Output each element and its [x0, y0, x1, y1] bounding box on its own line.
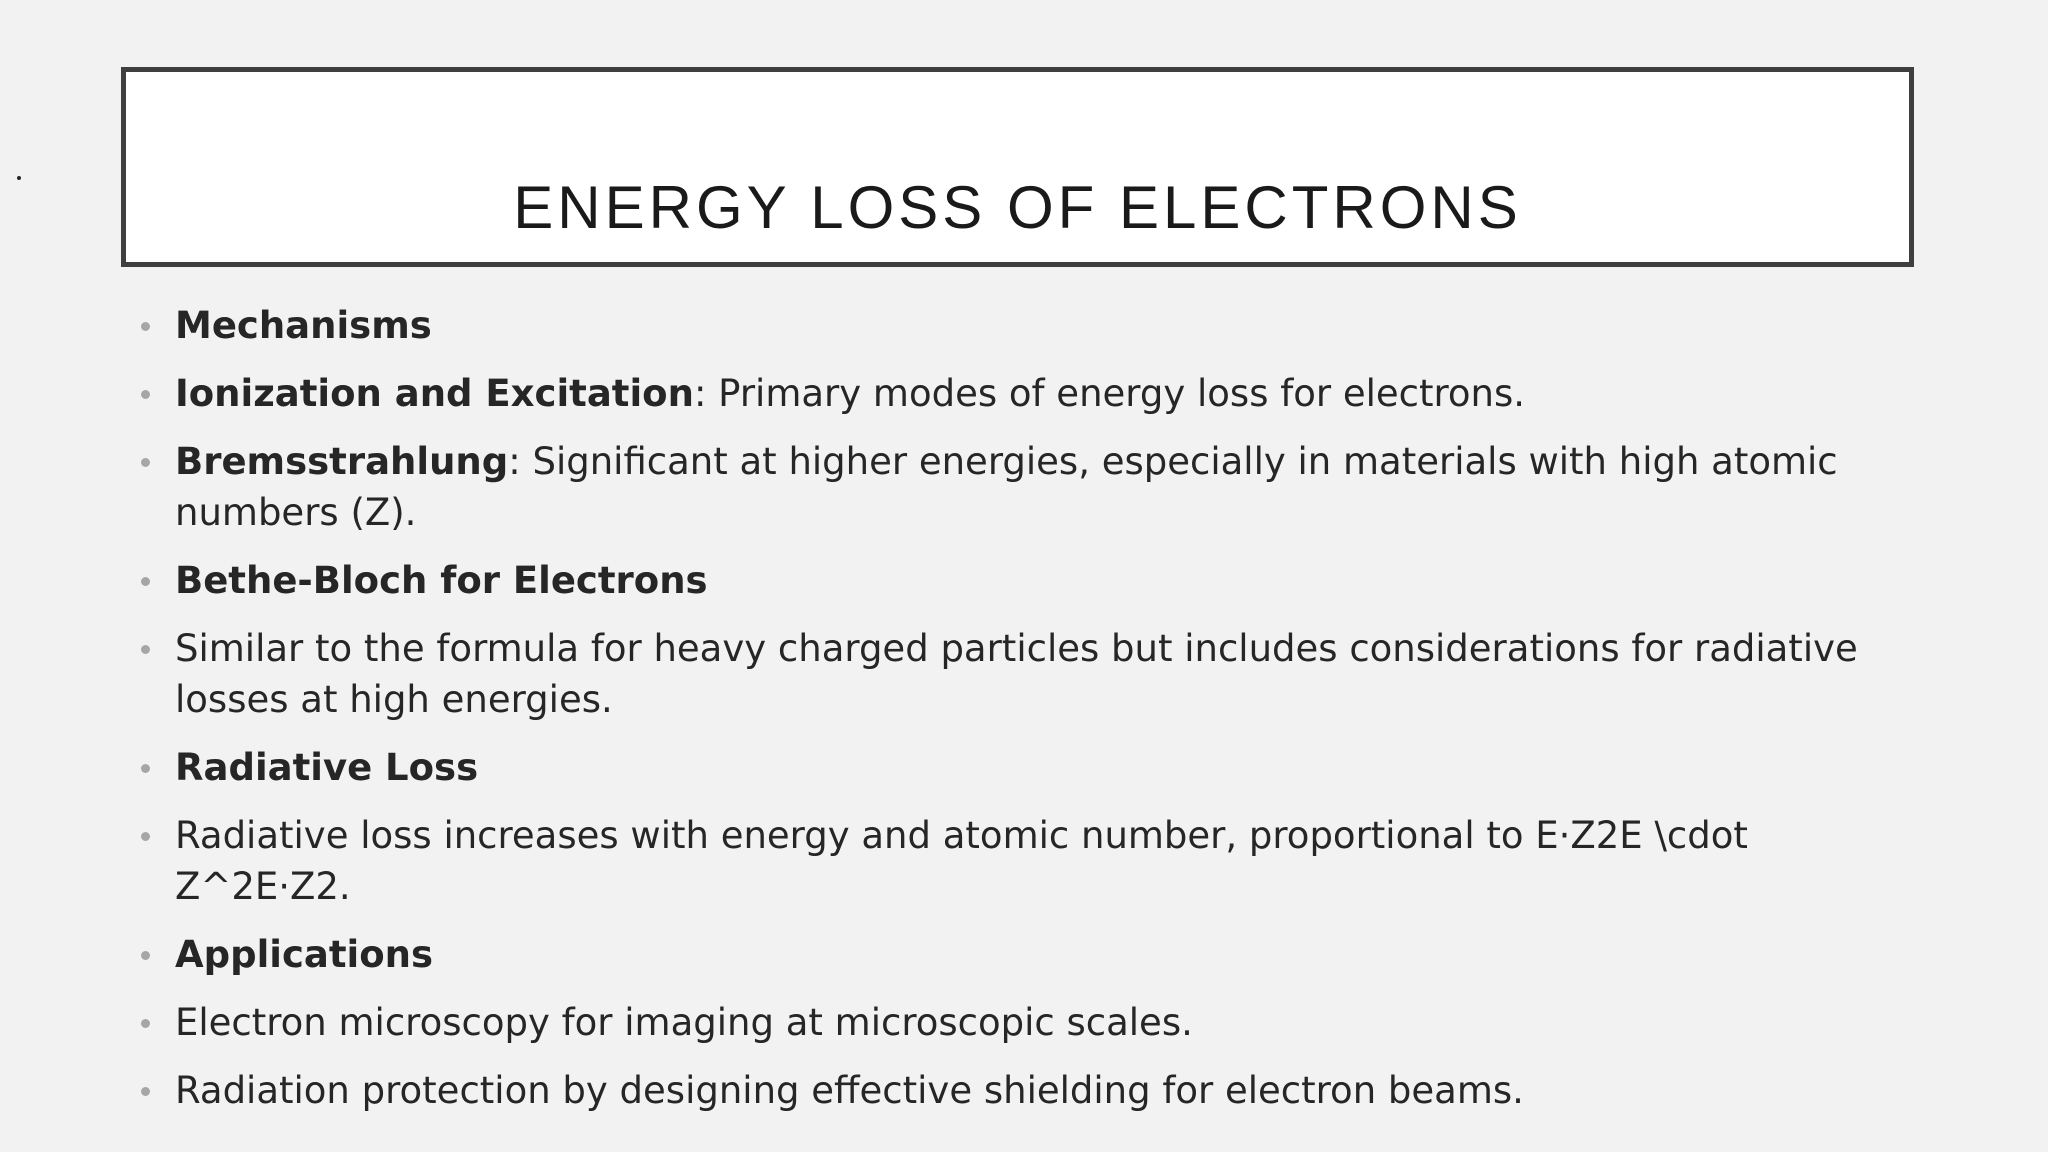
bullet-item	[135, 368, 1895, 419]
bullet-text: : Primary modes of energy loss for electrons.	[693, 372, 1526, 415]
bullet-text: Similar to the formula for heavy charged particles but includes considerations for radiative losses at high energies.	[175, 627, 1858, 721]
bullet-dot-icon	[141, 645, 150, 654]
bullet-heading: Bremsstrahlung	[175, 440, 509, 483]
bullet-item	[135, 997, 1895, 1048]
bullet-item	[135, 436, 1895, 538]
bullet-heading: Radiative Loss	[175, 746, 479, 789]
bullet-item	[135, 1065, 1895, 1116]
bullet-dot-icon	[141, 764, 150, 773]
bullet-text: Radiative loss increases with energy and atomic number, proportional to E·Z2E \cdot Z^2E·Z2.	[175, 814, 1748, 908]
bullet-dot-icon	[141, 951, 150, 960]
bullet-dot-icon	[141, 390, 150, 399]
bullet-item	[135, 929, 1895, 980]
bullet-heading: Ionization and Excitation	[175, 372, 694, 415]
bullet-heading: Bethe-Bloch for Electrons	[175, 559, 708, 602]
bullet-dot-icon	[141, 1019, 150, 1028]
bullet-item	[135, 300, 1895, 351]
bullet-dot-icon	[141, 322, 150, 331]
bullet-list	[135, 300, 1895, 1133]
bullet-heading: Mechanisms	[175, 304, 432, 347]
bullet-dot-icon	[141, 458, 150, 467]
bullet-dot-icon	[141, 1087, 150, 1096]
bullet-text: Radiation protection by designing effective shielding for electron beams.	[175, 1069, 1524, 1112]
bullet-dot-icon	[141, 577, 150, 586]
bullet-dot-icon	[141, 832, 150, 841]
slide-title: ENERGY LOSS OF ELECTRONS	[513, 174, 1522, 241]
title-box	[121, 67, 1914, 267]
bullet-text: Electron microscopy for imaging at microscopic scales.	[175, 1001, 1193, 1044]
bullet-item	[135, 810, 1895, 912]
bullet-heading: Applications	[175, 933, 434, 976]
bullet-item	[135, 555, 1895, 606]
stray-dot-mark	[17, 176, 21, 180]
bullet-item	[135, 742, 1895, 793]
bullet-item	[135, 623, 1895, 725]
bullet-text: : Significant at higher energies, especially in materials with high atomic numbers (Z).	[175, 440, 1838, 534]
